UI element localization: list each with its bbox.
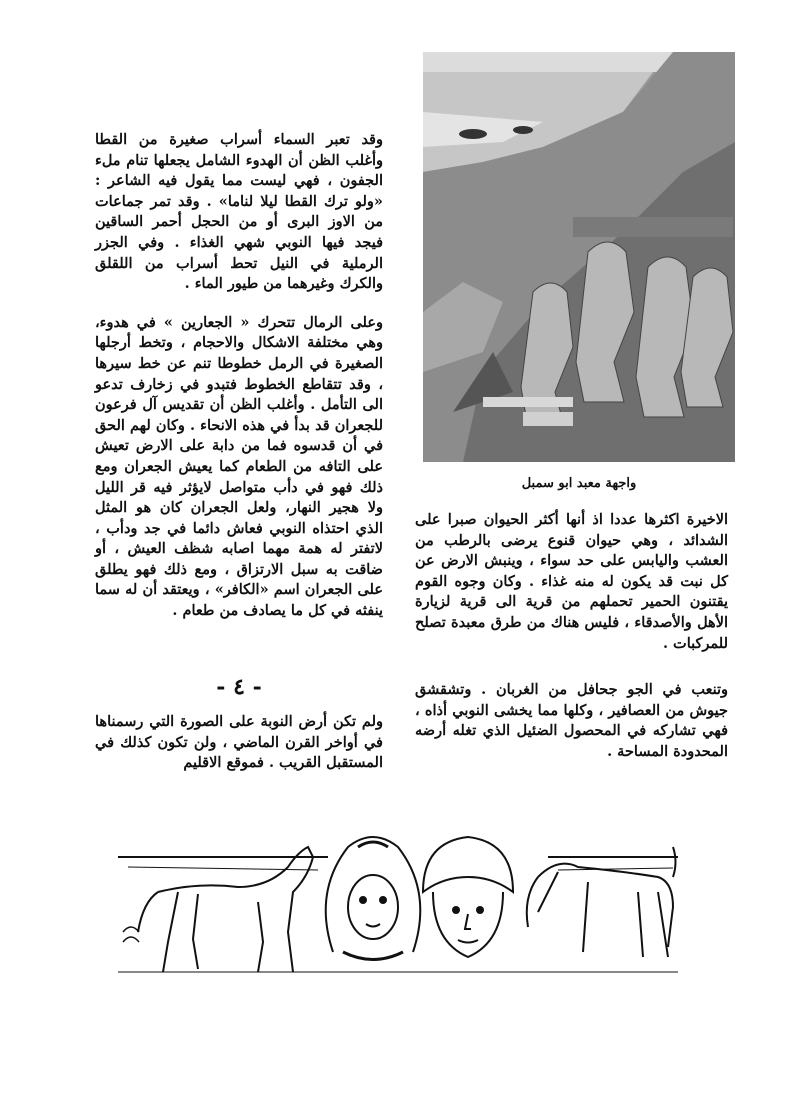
paragraph: الاخيرة اكثرها عددا اذ أنها أكثر الحيوان صبرا على الشدائد ، وهي حيوان قنوع يرضى بالرطب من العشب واليابس على حد سواء ، وينبش الارض عن كل نبت قد يكون له منه غذاء . وكان وجوه القوم يقتنون الحمير تحملهم من قرية الى قرية لزيارة الأهل والأصدقاء ، فليس هناك من طرق معبدة تصلح للمركبات . (415, 511, 728, 652)
section-number: - ٤ - (216, 674, 262, 700)
right-bottom-column (415, 680, 728, 780)
photo-caption: واجهة معبد ابو سمبل (521, 476, 637, 491)
nubian-illustration (118, 832, 678, 980)
paragraph: وعلى الرمال تتحرك « الجعارين » في هدوء، وهي مختلفة الاشكال والاحجام ، وتخط أرجلها الصغيرة في الرمل خطوطا تنم عن خط سيرها ، وقد تتقاطع الخطوط فتبدو في زخارف تدعو الى التأمل . وأغلب الظن أن تقديس آل فرعون للجعران قد بدأ في هذه الانحاء . وكان لهم الحق في أن قدسوه فما من دابة على الارض تعيش على التافه من الطعام كما يعيش الجعران ومع ذلك فهو في دأب متواصل لايؤثر فيه قر الليل ولا هجير النهار، ولعل الجعران كان هو المثل الذي احتذاه النوبي فعاش دائما في جد ودأب ، لاتفتر له همة مهما اصابه شظف العيش ، أو ضاقت به سبل الارتزاق ، ومع ذلك فهو يطلق على الجعران اسم «الكافر» ، ويعتقد أن له سما ينفثه في كل ما يصادف من طعام . (95, 313, 383, 620)
left-bottom-column (95, 712, 383, 792)
right-column (415, 510, 728, 672)
paragraph: وتنعب في الجو جحافل من الغربان . وتشقشق جيوش من العصافير ، وكلها مما يخشى النوبي أذاه ، فهي تشاركه في المحصول الضئيل الذي تغله أرضه المحدودة المساحة . (415, 681, 728, 760)
left-column (95, 130, 383, 640)
paragraph: وقد تعبر السماء أسراب صغيرة من القطا وأغلب الظن أن الهدوء الشامل يجعلها تنام ملء الجفون ، فهي ليست مما يقول فيه الشاعر : «ولو ترك القطا ليلا لناما» . وقد تمر جماعات من الاوز البرى أو من الحجل أحمر الساقين فيجد فيها النوبي شهي الغذاء . وفي الجزر الرملية في النيل تحط أسراب من اللقلق والكرك وغيرهما من طيور الماء . (95, 131, 383, 293)
paragraph: ولم تكن أرض النوبة على الصورة التي رسمناها في أواخر القرن الماضي ، ولن تكون كذلك في المستقبل القريب . فموقع الاقليم (95, 713, 383, 772)
abu-simbel-photo (423, 52, 735, 462)
